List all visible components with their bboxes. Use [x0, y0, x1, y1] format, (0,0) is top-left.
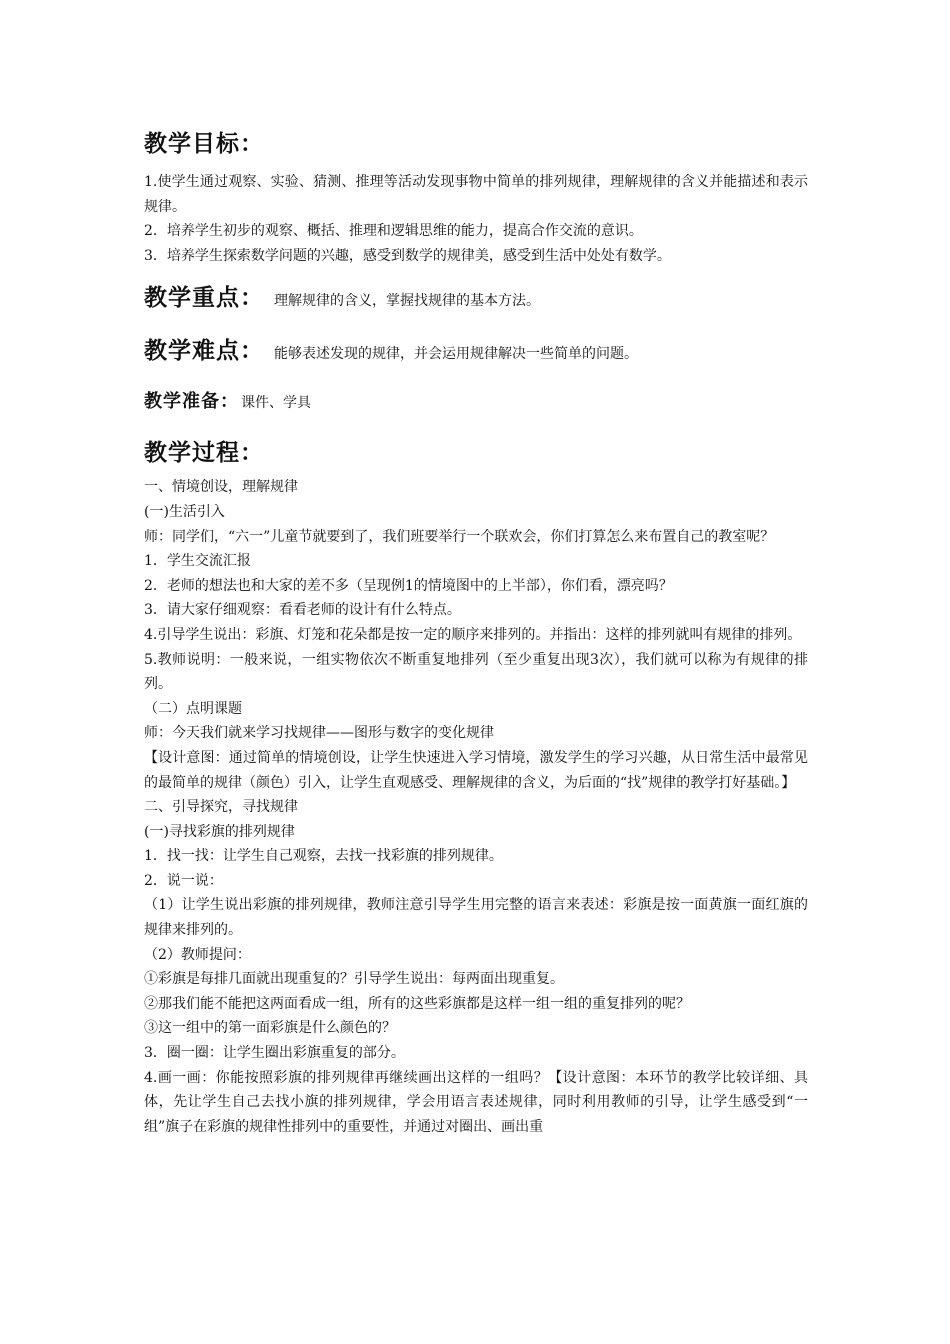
objectives-list — [144, 170, 808, 268]
process-paragraph: 4.引导学生说出：彩旗、灯笼和花朵都是按一定的顺序来排列的。并指出：这样的排列就叫有规律的排列。 — [144, 626, 802, 643]
process-paragraph: 5.教师说明：一般来说，一组实物依次不断重复地排列（至少重复出现3次），我们就可以称为有规律的排列。 — [144, 651, 808, 693]
process-paragraph: 师：同学们，“六一”儿童节就要到了，我们班要举行一个联欢会，你们打算怎么来布置自己的教室呢？ — [144, 528, 775, 545]
process-paragraph: （二）点明课题 — [144, 700, 242, 717]
preparation-heading: 教学准备： — [144, 391, 239, 413]
process-paragraph: 1．学生交流汇报 — [144, 553, 251, 570]
process-paragraph: (一)寻找彩旗的排列规律 — [144, 823, 295, 840]
process-paragraph: (一)生活引入 — [144, 503, 225, 520]
process-paragraph: （2）教师提问： — [144, 946, 251, 963]
focus-row — [144, 278, 808, 321]
process-paragraph: ③这一组中的第一面彩旗是什么颜色的？ — [144, 1020, 396, 1037]
process-paragraph: 1．找一找：让学生自己观察，去找一找彩旗的排列规律。 — [144, 848, 503, 865]
process-paragraph: ①彩旗是每排几面就出现重复的？引导学生说出：每两面出现重复。 — [144, 971, 564, 988]
process-paragraph: 4.画一画：你能按照彩旗的排列规律再继续画出这样的一组吗？【设计意图：本环节的教学比较详细、具体，先让学生自己去找小旗的排列规律，学会用语言表述规律，同时利用教师的引导，让学生感受到“一组”旗子在彩旗的规律性排列中的重要性，并通过对圈出、画出重 — [144, 1069, 808, 1135]
process-body — [144, 475, 808, 1139]
process-paragraph: 3．圈一圈：让学生圈出彩旗重复的部分。 — [144, 1045, 405, 1062]
process-paragraph: （1）让学生说出彩旗的排列规律，教师注意引导学生用完整的语言来表述：彩旗是按一面黄旗一面红旗的规律来排列的。 — [144, 897, 808, 939]
objectives-heading: 教学目标： — [144, 131, 264, 157]
document-page — [144, 128, 808, 1139]
focus-text: 理解规律的含义，掌握找规律的基本方法。 — [274, 293, 540, 310]
preparation-text: 课件、学具 — [241, 395, 311, 412]
process-heading: 教学过程： — [144, 440, 264, 467]
process-paragraph: ②那我们能不能把这两面看成一组，所有的这些彩旗都是这样一组一组的重复排列的呢？ — [144, 995, 690, 1012]
difficulty-row — [144, 331, 808, 374]
difficulty-heading: 教学难点： — [144, 338, 264, 365]
process-paragraph: 二、引导探究，寻找规律 — [144, 799, 298, 816]
preparation-row — [144, 382, 808, 423]
process-paragraph: 一、情境创设，理解规律 — [144, 479, 298, 496]
objective-item: 3．培养学生探索数学问题的兴趣，感受到数学的规律美，感受到生活中处处有数学。 — [144, 247, 671, 264]
process-paragraph: 2．老师的想法也和大家的差不多（呈现例1的情境图中的上半部），你们看，漂亮吗？ — [144, 577, 673, 594]
process-paragraph: 2．说一说： — [144, 872, 223, 889]
objective-item: 2．培养学生初步的观察、概括、推理和逻辑思维的能力，提高合作交流的意识。 — [144, 223, 643, 240]
process-paragraph: 师：今天我们就来学习找规律——图形与数字的变化规律 — [144, 725, 494, 742]
difficulty-text: 能够表述发现的规律，并会运用规律解决一些简单的问题。 — [274, 346, 638, 363]
process-paragraph: 3．请大家仔细观察：看看老师的设计有什么特点。 — [144, 602, 461, 619]
objective-item: 1.使学生通过观察、实验、猜测、推理等活动发现事物中简单的排列规律，理解规律的含义并能描述和表示规律。 — [144, 174, 808, 215]
focus-heading: 教学重点： — [144, 285, 264, 312]
design-intent-paragraph: 【设计意图：通过简单的情境创设，让学生快速进入学习情境，激发学生的学习兴趣，从日常生活中最常见的最简单的规律（颜色）引入，让学生直观感受、理解规律的含义，为后面的“找”规律的教学打好基础。】 — [144, 749, 808, 791]
